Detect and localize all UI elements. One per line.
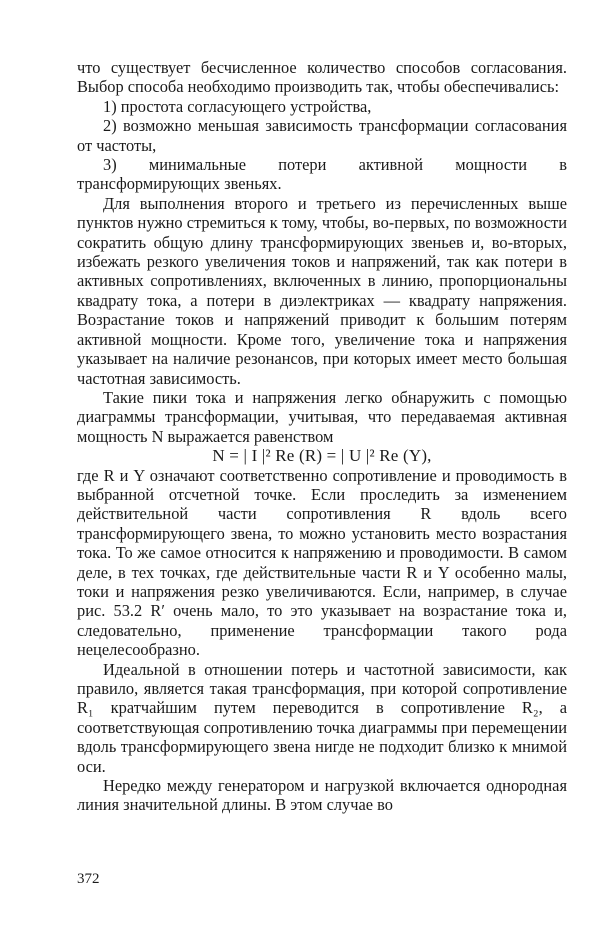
page-number: 372 — [77, 871, 100, 887]
paragraph-peaks: Такие пики тока и напряжения легко обнаружить с помощью диаграммы трансформации, учитывая, что передаваемая активная мощность N выражается равенством — [77, 387, 567, 446]
list-item-2: 2) возможно меньшая зависимость трансформации согласования от частоты, — [77, 116, 567, 155]
paragraph-where: где R и Y означают соответственно сопротивление и проводимость в выбранной отсчетной точке. Если проследить за изменением действительной части сопротивления R вдоль всего трансформирующего звена, то можно установить место возрастания тока. То же самое относится к напряжению и проводимости. В самом деле, в тех точках, где действительные части R и Y особенно малы, токи и напряжения резко увеличиваются. Если, например, в случае рис. 53.2 R′ очень мало, то это указывает на возрастание тока и, следовательно, применение трансформации такого рода нецелесообразно. — [77, 465, 567, 660]
list-item-1: 1) простота согласующего устройства, — [103, 96, 372, 116]
body-text — [77, 58, 567, 815]
paragraph-generator: Нередко между генератором и нагрузкой включается однородная линия значительной длины. В этом случае во — [77, 776, 567, 815]
power-formula: N = | I |² Re (R) = | U |² Re (Y), — [212, 446, 432, 466]
paragraph-ideal: Идеальной в отношении потерь и частотной зависимости, как правило, является такая трансформация, при которой сопротивление R₁ кратчайшим путем переводится в сопротивление R₂, а соответствующая сопротивлению точка диаграммы при перемещении вдоль трансформирующего звена нигде не подходит близко к мнимой оси. — [77, 659, 567, 776]
list-item-3: 3) минимальные потери активной мощности в трансформирующих звеньях. — [77, 155, 567, 194]
paragraph-continuation: что существует бесчисленное количество способов согласования. Выбор способа необходимо производить так, чтобы обеспечивались: — [77, 58, 567, 97]
paragraph-losses: Для выполнения второго и третьего из перечисленных выше пунктов нужно стремиться к тому, чтобы, во-первых, по возможности сократить общую длину трансформирующих звеньев и, во-вторых, избежать резкого увеличения токов и напряжений, так как потери в активных сопротивлениях, включенных в линию, пропорциональны квадрату тока, а потери в диэлектриках — квадрату напряжения. Возрастание токов и напряжений приводит к большим потерям активной мощности. Кроме того, увеличение тока и напряжения указывает на наличие резонансов, при которых имеет место большая частотная зависимость. — [77, 193, 567, 388]
